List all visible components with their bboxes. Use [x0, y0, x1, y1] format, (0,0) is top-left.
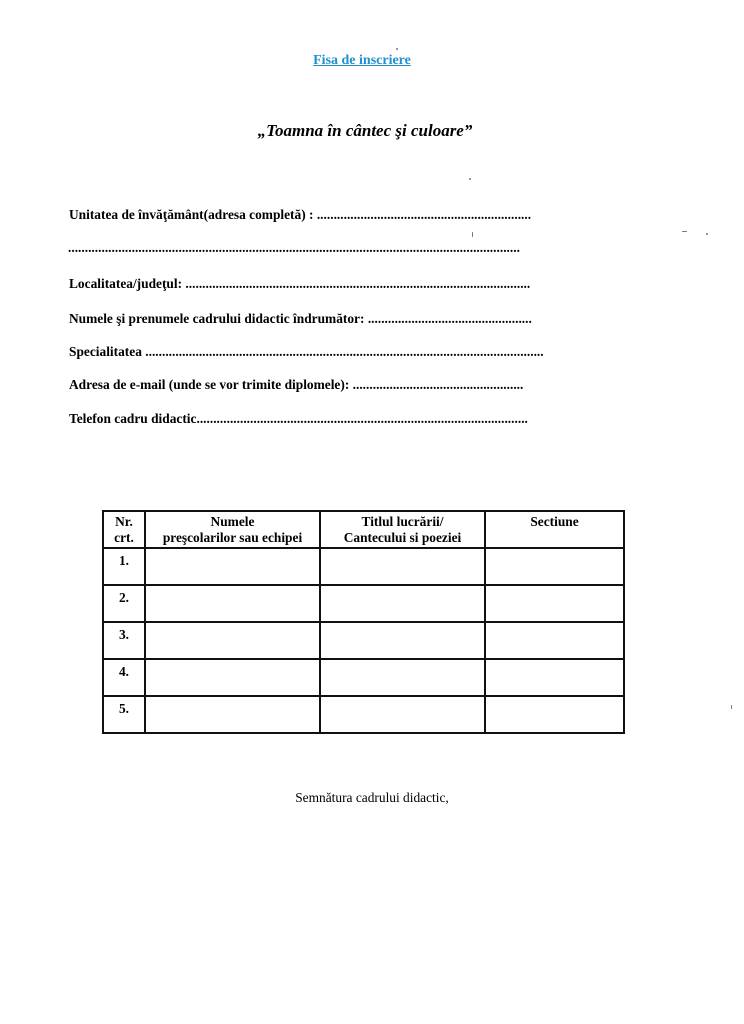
- field-locality-county[interactable]: [69, 276, 589, 292]
- cell-section[interactable]: [485, 659, 624, 696]
- field-label: Unitatea de învăţământ(adresa completă) :: [69, 207, 317, 222]
- field-email[interactable]: [69, 377, 589, 393]
- scan-speck: [706, 233, 708, 235]
- header-section-text: Sectiune: [530, 514, 579, 529]
- participants-table: [102, 510, 625, 734]
- cell-section[interactable]: [485, 622, 624, 659]
- header-work-title: [320, 511, 485, 548]
- field-specialty[interactable]: [69, 344, 589, 360]
- field-dots: .......................................................................................................................: [145, 344, 544, 359]
- scan-speck: [731, 705, 732, 709]
- field-dots: ...................................................: [352, 377, 524, 392]
- table-row: [103, 585, 624, 622]
- field-dots: ................................................................: [316, 207, 532, 222]
- field-label: Localitatea/judeţul:: [69, 276, 186, 291]
- teacher-signature-label: Semnătura cadrului didactic,: [295, 790, 449, 805]
- table-row: [103, 622, 624, 659]
- table-row: [103, 696, 624, 733]
- cell-names[interactable]: [145, 659, 320, 696]
- table-header-row: [103, 511, 624, 548]
- header-nr-line1: Nr.: [115, 514, 133, 529]
- cell-names[interactable]: [145, 696, 320, 733]
- cell-work-title[interactable]: [320, 696, 485, 733]
- field-label: Specialitatea: [69, 344, 146, 359]
- scan-speck: [682, 231, 687, 232]
- header-title-line1: Titlul lucrării/: [361, 514, 444, 529]
- scan-speck: [396, 48, 398, 50]
- cell-section[interactable]: [485, 696, 624, 733]
- cell-names[interactable]: [145, 622, 320, 659]
- row-number: 4.: [103, 659, 145, 696]
- field-teacher-name[interactable]: [69, 311, 589, 327]
- field-dots: ...................................................................................................: [196, 411, 528, 426]
- field-dots: .......................................................................................................: [185, 276, 531, 291]
- field-dots: .................................................: [367, 311, 532, 326]
- field-teacher-phone[interactable]: [69, 411, 589, 427]
- cell-names[interactable]: [145, 548, 320, 585]
- header-nr-crt: [103, 511, 145, 548]
- cell-work-title[interactable]: [320, 548, 485, 585]
- contest-title: „Toamna în cântec şi culoare”: [257, 121, 473, 140]
- header-title-line2: Cantecului si poeziei: [343, 530, 462, 545]
- form-title-link[interactable]: Fisa de inscriere: [313, 53, 411, 68]
- cell-section[interactable]: [485, 585, 624, 622]
- row-number: 2.: [103, 585, 145, 622]
- header-names: [145, 511, 320, 548]
- row-number: 3.: [103, 622, 145, 659]
- field-label: Adresa de e-mail (unde se vor trimite diplomele):: [69, 377, 353, 392]
- header-section: [485, 511, 624, 548]
- field-label: Telefon cadru didactic: [69, 411, 197, 426]
- field-school-address[interactable]: [69, 207, 589, 223]
- field-label: Numele şi prenumele cadrului didactic îndrumător:: [69, 311, 368, 326]
- scan-speck: [469, 178, 471, 180]
- row-number: 1.: [103, 548, 145, 585]
- header-nr-line2: crt.: [114, 530, 134, 545]
- cell-work-title[interactable]: [320, 585, 485, 622]
- cell-section[interactable]: [485, 548, 624, 585]
- cell-work-title[interactable]: [320, 622, 485, 659]
- row-number: 5.: [103, 696, 145, 733]
- header-names-line1: Numele: [210, 514, 255, 529]
- table-row: [103, 659, 624, 696]
- cell-work-title[interactable]: [320, 659, 485, 696]
- cell-names[interactable]: [145, 585, 320, 622]
- header-names-line2: preşcolarilor sau echipei: [162, 530, 303, 545]
- table-row: [103, 548, 624, 585]
- field-school-address-continued[interactable]: [68, 240, 588, 256]
- field-dots: .......................................................................................................................................: [68, 240, 520, 255]
- scan-speck: [472, 232, 473, 237]
